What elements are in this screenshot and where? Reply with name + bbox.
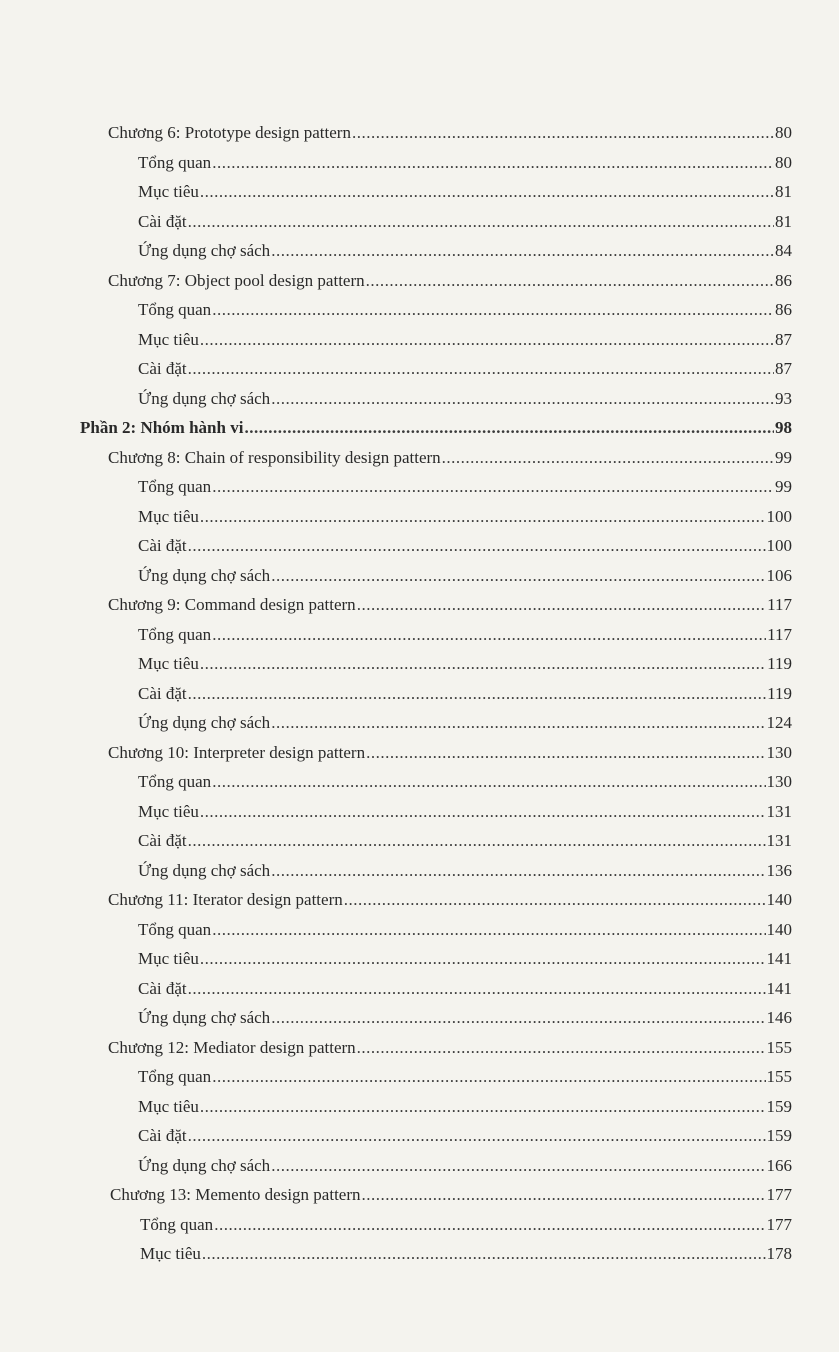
toc-entry-page-number: 99 bbox=[775, 477, 792, 496]
toc-entry-label: Tổng quan bbox=[138, 1067, 212, 1086]
toc-entry-page-number: 117 bbox=[767, 624, 792, 644]
dot-leader bbox=[352, 118, 774, 148]
toc-entry-page-number: 100 bbox=[766, 536, 792, 555]
toc-entry-chapter bbox=[0, 590, 839, 620]
toc-entry-page-number: 155 bbox=[766, 1037, 792, 1057]
toc-entry-page-number: 140 bbox=[766, 890, 792, 909]
dot-leader bbox=[212, 767, 765, 797]
toc-entry-label: Mục tiêu bbox=[140, 1244, 201, 1263]
toc-entry-label: Mục tiêu bbox=[138, 506, 199, 526]
toc-entry-label: Cài đặt bbox=[138, 536, 187, 555]
toc-entry-section bbox=[0, 679, 839, 709]
toc-entry-section bbox=[0, 797, 839, 827]
dot-leader bbox=[188, 974, 766, 1004]
toc-entry-section bbox=[0, 915, 839, 945]
toc-entry-page-number: 130 bbox=[766, 742, 792, 762]
toc-entry-section bbox=[0, 472, 839, 502]
toc-entry-page-number: 178 bbox=[766, 1244, 792, 1263]
dot-leader bbox=[271, 1003, 765, 1033]
toc-entry-section bbox=[0, 708, 839, 738]
toc-entry-section bbox=[0, 974, 839, 1004]
toc-entry-label: Chương 6: Prototype design pattern bbox=[108, 123, 351, 142]
toc-entry-label: Mục tiêu bbox=[138, 801, 199, 821]
toc-entry-label: Chương 10: Interpreter design pattern bbox=[108, 742, 366, 762]
toc-entry-page-number: 81 bbox=[775, 211, 792, 231]
toc-entry-label: Cài đặt bbox=[138, 978, 187, 998]
toc-entry-chapter bbox=[0, 118, 839, 148]
toc-entry-page-number: 106 bbox=[766, 565, 792, 585]
toc-entry-label: Ứng dụng chợ sách bbox=[138, 565, 271, 585]
toc-entry-label: Ứng dụng chợ sách bbox=[138, 860, 271, 880]
toc-entry-label: Tổng quan bbox=[138, 300, 212, 319]
toc-entry-label: Chương 12: Mediator design pattern bbox=[108, 1037, 356, 1057]
toc-entry-section bbox=[0, 826, 839, 856]
toc-entry-label: Ứng dụng chợ sách bbox=[138, 241, 271, 260]
dot-leader bbox=[357, 590, 766, 620]
dot-leader bbox=[200, 797, 766, 827]
toc-entry-page-number: 155 bbox=[766, 1067, 792, 1086]
toc-entry-page-number: 159 bbox=[766, 1126, 792, 1145]
toc-entry-label: Tổng quan bbox=[138, 772, 212, 791]
toc-entry-page-number: 87 bbox=[775, 359, 792, 378]
dot-leader bbox=[344, 885, 766, 915]
dot-leader bbox=[212, 620, 766, 650]
toc-entry-page-number: 124 bbox=[766, 713, 792, 732]
dot-leader bbox=[212, 148, 774, 178]
toc-entry-page-number: 117 bbox=[767, 595, 792, 614]
toc-entry-label: Chương 13: Memento design pattern bbox=[110, 1185, 361, 1204]
dot-leader bbox=[212, 295, 774, 325]
dot-leader bbox=[188, 826, 766, 856]
toc-entry-label: Cài đặt bbox=[138, 211, 187, 231]
toc-entry-chapter bbox=[0, 266, 839, 296]
toc-entry-label: Mục tiêu bbox=[138, 1096, 199, 1116]
dot-leader bbox=[271, 708, 765, 738]
dot-leader bbox=[366, 738, 765, 768]
toc-entry-label: Tổng quan bbox=[138, 919, 212, 939]
toc-entry-chapter bbox=[0, 738, 839, 768]
dot-leader bbox=[366, 266, 774, 296]
toc-entry-page-number: 86 bbox=[775, 300, 792, 319]
dot-leader bbox=[200, 502, 766, 532]
toc-entry-section bbox=[0, 1062, 839, 1092]
toc-entry-page-number: 146 bbox=[766, 1008, 792, 1027]
toc-entry-label: Tổng quan bbox=[138, 152, 212, 172]
toc-entry-section bbox=[0, 1239, 839, 1269]
toc-entry-page-number: 80 bbox=[775, 123, 792, 142]
toc-entry-label: Mục tiêu bbox=[138, 329, 199, 349]
toc-entry-label: Tổng quan bbox=[138, 477, 212, 496]
toc-entry-page-number: 130 bbox=[766, 772, 792, 791]
toc-entry-label: Chương 9: Command design pattern bbox=[108, 595, 356, 614]
toc-entry-section bbox=[0, 236, 839, 266]
toc-entry-label: Phần 2: Nhóm hành vi bbox=[80, 418, 244, 437]
dot-leader bbox=[244, 413, 774, 443]
toc-entry-page-number: 84 bbox=[775, 241, 792, 260]
dot-leader bbox=[214, 1210, 765, 1240]
toc-entry-section bbox=[0, 502, 839, 532]
toc-entry-part bbox=[0, 413, 839, 443]
toc-entry-label: Cài đặt bbox=[138, 1126, 187, 1145]
dot-leader bbox=[188, 531, 766, 561]
toc-entry-section bbox=[0, 325, 839, 355]
dot-leader bbox=[188, 207, 774, 237]
toc-entry-page-number: 98 bbox=[775, 418, 792, 437]
toc-entry-label: Tổng quan bbox=[140, 1214, 214, 1234]
toc-entry-label: Ứng dụng chợ sách bbox=[138, 713, 271, 732]
dot-leader bbox=[362, 1180, 766, 1210]
toc-entry-label: Ứng dụng chợ sách bbox=[138, 388, 271, 408]
toc-entry-chapter bbox=[0, 1033, 839, 1063]
toc-entry-section bbox=[0, 1121, 839, 1151]
toc-entry-section bbox=[0, 620, 839, 650]
toc-entry-page-number: 141 bbox=[766, 978, 792, 998]
toc-entry-section bbox=[0, 531, 839, 561]
toc-entry-page-number: 136 bbox=[766, 860, 792, 880]
table-of-contents bbox=[0, 118, 839, 1269]
toc-entry-page-number: 131 bbox=[766, 831, 792, 850]
toc-entry-page-number: 131 bbox=[766, 801, 792, 821]
toc-entry-section bbox=[0, 1092, 839, 1122]
toc-entry-page-number: 80 bbox=[775, 152, 792, 172]
dot-leader bbox=[200, 944, 766, 974]
toc-entry-label: Chương 8: Chain of responsibility design pattern bbox=[108, 447, 441, 467]
toc-entry-page-number: 86 bbox=[775, 270, 792, 290]
toc-entry-page-number: 141 bbox=[766, 949, 792, 968]
dot-leader bbox=[200, 325, 774, 355]
dot-leader bbox=[357, 1033, 766, 1063]
toc-entry-section bbox=[0, 767, 839, 797]
dot-leader bbox=[188, 679, 766, 709]
toc-entry-section bbox=[0, 354, 839, 384]
dot-leader bbox=[212, 472, 774, 502]
toc-entry-section bbox=[0, 207, 839, 237]
dot-leader bbox=[271, 856, 765, 886]
dot-leader bbox=[271, 236, 774, 266]
toc-entry-page-number: 99 bbox=[775, 447, 792, 467]
toc-entry-label: Ứng dụng chợ sách bbox=[138, 1155, 271, 1175]
dot-leader bbox=[271, 384, 774, 414]
toc-entry-label: Ứng dụng chợ sách bbox=[138, 1008, 271, 1027]
toc-entry-section bbox=[0, 384, 839, 414]
toc-entry-label: Mục tiêu bbox=[138, 949, 199, 968]
toc-entry-section bbox=[0, 1210, 839, 1240]
toc-entry-chapter bbox=[0, 443, 839, 473]
toc-entry-page-number: 93 bbox=[775, 388, 792, 408]
dot-leader bbox=[200, 177, 774, 207]
dot-leader bbox=[188, 1121, 766, 1151]
toc-entry-section bbox=[0, 856, 839, 886]
toc-entry-page-number: 166 bbox=[766, 1155, 792, 1175]
dot-leader bbox=[271, 561, 765, 591]
toc-entry-label: Cài đặt bbox=[138, 359, 187, 378]
dot-leader bbox=[212, 915, 765, 945]
toc-entry-label: Mục tiêu bbox=[138, 182, 199, 201]
toc-entry-label: Chương 7: Object pool design pattern bbox=[108, 270, 365, 290]
toc-entry-page-number: 100 bbox=[766, 506, 792, 526]
toc-entry-page-number: 119 bbox=[767, 654, 792, 673]
toc-entry-label: Mục tiêu bbox=[138, 654, 199, 673]
toc-entry-section bbox=[0, 148, 839, 178]
toc-entry-page-number: 140 bbox=[766, 919, 792, 939]
dot-leader bbox=[442, 443, 774, 473]
toc-entry-section bbox=[0, 295, 839, 325]
toc-entry-page-number: 87 bbox=[775, 329, 792, 349]
toc-entry-label: Chương 11: Iterator design pattern bbox=[108, 890, 343, 909]
toc-entry-page-number: 159 bbox=[766, 1096, 792, 1116]
dot-leader bbox=[271, 1151, 765, 1181]
toc-entry-section bbox=[0, 1151, 839, 1181]
toc-entry-section bbox=[0, 561, 839, 591]
dot-leader bbox=[202, 1239, 766, 1269]
toc-entry-chapter bbox=[0, 885, 839, 915]
toc-entry-page-number: 177 bbox=[766, 1185, 792, 1204]
toc-entry-section bbox=[0, 177, 839, 207]
toc-entry-page-number: 177 bbox=[766, 1214, 792, 1234]
toc-entry-section bbox=[0, 649, 839, 679]
dot-leader bbox=[188, 354, 774, 384]
toc-entry-page-number: 81 bbox=[775, 182, 792, 201]
toc-entry-label: Cài đặt bbox=[138, 683, 187, 703]
dot-leader bbox=[212, 1062, 765, 1092]
toc-entry-section bbox=[0, 944, 839, 974]
toc-entry-chapter bbox=[0, 1180, 839, 1210]
toc-entry-label: Tổng quan bbox=[138, 624, 212, 644]
toc-entry-label: Cài đặt bbox=[138, 831, 187, 850]
toc-entry-page-number: 119 bbox=[767, 683, 792, 703]
dot-leader bbox=[200, 1092, 766, 1122]
toc-entry-section bbox=[0, 1003, 839, 1033]
dot-leader bbox=[200, 649, 766, 679]
